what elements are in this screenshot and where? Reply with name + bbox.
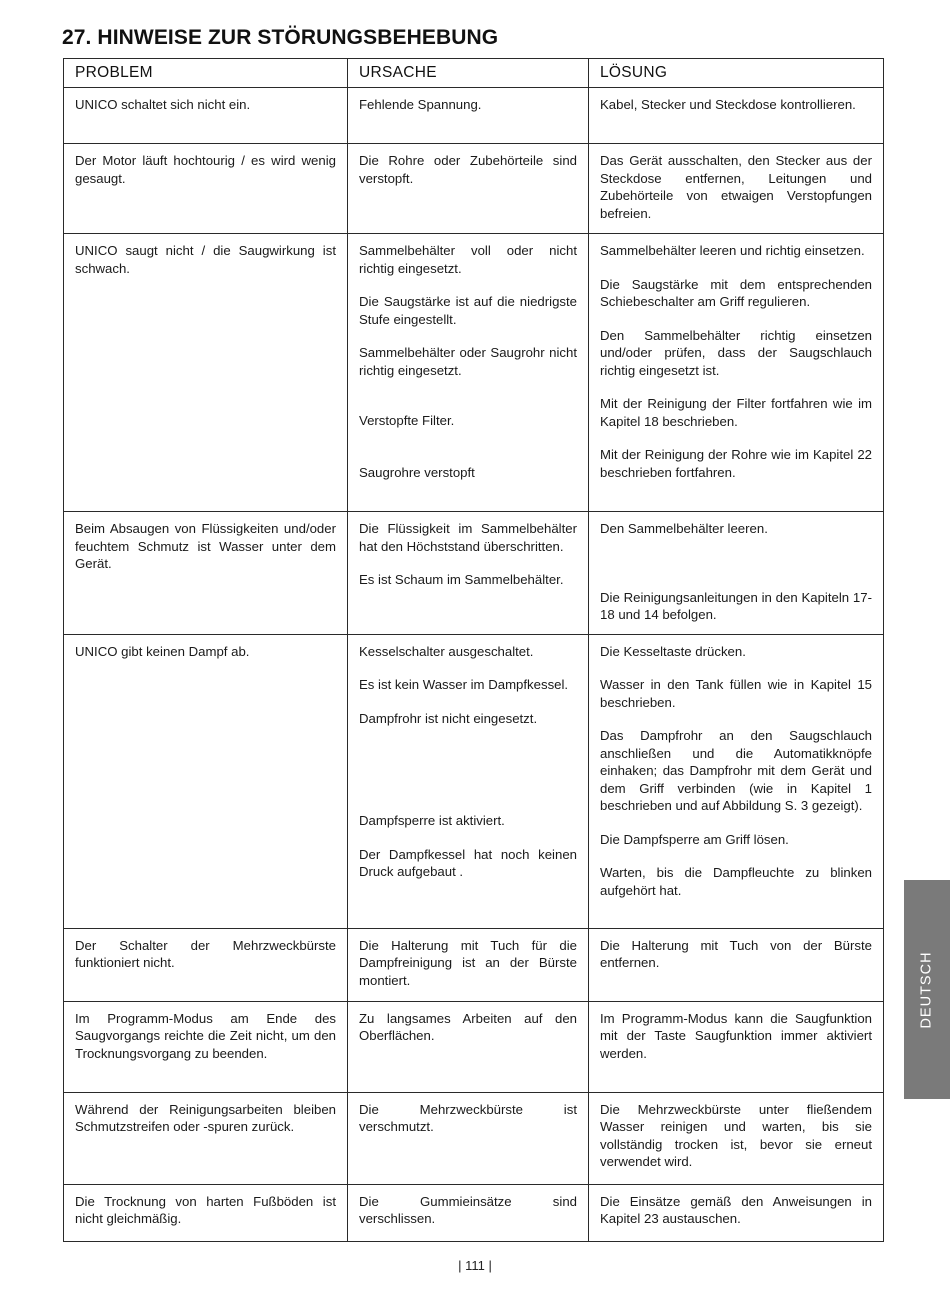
cause-text: Die Saugstärke ist auf die niedrigste Stufe eingestellt.	[359, 294, 577, 327]
solution-text: Mit der Reinigung der Rohre wie im Kapitel 22 beschrieben fortfahren.	[600, 447, 872, 480]
cause-text: Sammelbehälter oder Saugrohr nicht richtig eingesetzt.	[359, 345, 577, 378]
cause-text: Dampfrohr ist nicht eingesetzt.	[359, 710, 538, 726]
cause-cell	[348, 144, 589, 234]
cause-cell	[348, 234, 589, 512]
solution-cell	[589, 1001, 884, 1092]
cause-text: Verstopfte Filter.	[359, 413, 455, 428]
language-tab	[904, 880, 950, 1099]
solution-text: Wasser in den Tank füllen wie in Kapitel 15 beschrieben.	[600, 677, 872, 710]
solution-text: Die Reinigungsanleitungen in den Kapiteln 17-18 und 14 befolgen.	[600, 589, 872, 622]
cause-cell	[348, 1092, 589, 1184]
solution-cell	[589, 234, 884, 512]
cause-cell	[348, 88, 589, 144]
table-row	[64, 234, 884, 512]
cause-text: Dampfsperre ist aktiviert.	[359, 813, 505, 828]
problem-text: Beim Absaugen von Flüssigkeiten und/oder feuchtem Schmutz ist Wasser unter dem Gerät.	[75, 521, 336, 571]
header-cause: URSACHE	[348, 59, 589, 88]
cause-text: Kesselschalter ausgeschaltet.	[359, 643, 534, 659]
cause-text: Die Flüssigkeit im Sammelbehälter hat den Höchststand überschritten.	[359, 521, 577, 554]
solution-text: Die Saugstärke mit dem entsprechenden Schiebeschalter am Griff regulieren.	[600, 276, 872, 309]
table-row	[64, 634, 884, 928]
cause-text: Saugrohre verstopft	[359, 464, 475, 480]
problem-cell	[64, 1092, 348, 1184]
solution-cell	[589, 1184, 884, 1241]
page-number: | 111 |	[458, 1258, 492, 1273]
cause-cell	[348, 928, 589, 1001]
solution-text: Mit der Reinigung der Filter fortfahren wie im Kapitel 18 beschrieben.	[600, 396, 872, 429]
solution-cell	[589, 928, 884, 1001]
problem-text: Der Motor läuft hochtourig / es wird wenig gesaugt.	[75, 153, 336, 186]
solution-text: Den Sammelbehälter richtig einsetzen und/oder prüfen, dass der Saugschlauch richtig eingesetzt ist.	[600, 327, 872, 378]
problem-text: UNICO gibt keinen Dampf ab.	[75, 643, 250, 659]
cause-text: Die Mehrzweckbürste ist verschmutzt.	[359, 1101, 577, 1134]
solution-cell	[589, 1092, 884, 1184]
solution-text: Die Einsätze gemäß den Anweisungen in Kapitel 23 austauschen.	[600, 1193, 872, 1226]
solution-text: Das Gerät ausschalten, den Stecker aus der Steckdose entfernen, Leitungen und Zubehörteile von etwaigen Verstopfungen befreien.	[600, 153, 872, 221]
solution-text: Kabel, Stecker und Steckdose kontrollieren.	[600, 97, 856, 112]
solution-text: Warten, bis die Dampfleuchte zu blinken aufgehört hat.	[600, 865, 872, 898]
problem-text: Der Schalter der Mehrzweckbürste funktioniert nicht.	[75, 937, 336, 970]
cause-text: Die Halterung mit Tuch für die Dampfreinigung ist an der Bürste montiert.	[359, 937, 577, 988]
solution-text: Die Dampfsperre am Griff lösen.	[600, 831, 789, 847]
solution-text: Sammelbehälter leeren und richtig einsetzen.	[600, 243, 865, 258]
cause-cell	[348, 1184, 589, 1241]
cause-text: Die Gummieinsätze sind verschlissen.	[359, 1193, 577, 1226]
cause-text: Es ist kein Wasser im Dampfkessel.	[359, 677, 569, 692]
solution-text: Das Dampfrohr an den Saugschlauch anschließen und die Automatikknöpfe einhaken; das Dampfrohr mit dem Gerät und dem Griff verbinden (wie in Kapitel 1 beschrieben und auf Abbildung S. 3 gezeigt).	[600, 728, 872, 813]
solution-text: Im Programm-Modus kann die Saugfunktion mit der Taste Saugfunktion immer aktiviert werden.	[600, 1010, 872, 1061]
problem-text: Die Trocknung von harten Fußböden ist nicht gleichmäßig.	[75, 1193, 336, 1226]
cause-text: Sammelbehälter voll oder nicht richtig eingesetzt.	[359, 243, 577, 276]
problem-cell	[64, 88, 348, 144]
header-solution: LÖSUNG	[589, 59, 884, 88]
cause-cell	[348, 634, 589, 928]
solution-cell	[589, 144, 884, 234]
solution-text: Den Sammelbehälter leeren.	[600, 521, 768, 536]
table-row	[64, 1001, 884, 1092]
problem-cell	[64, 144, 348, 234]
solution-text: Die Halterung mit Tuch von der Bürste entfernen.	[600, 937, 872, 970]
problem-cell	[64, 1184, 348, 1241]
cause-text: Fehlende Spannung.	[359, 97, 482, 112]
cause-cell	[348, 1001, 589, 1092]
problem-text: UNICO saugt nicht / die Saugwirkung ist schwach.	[75, 243, 336, 276]
page-title: 27. HINWEISE ZUR STÖRUNGSBEHEBUNG	[62, 26, 499, 49]
cause-text: Zu langsames Arbeiten auf den Oberflächen.	[359, 1010, 577, 1043]
troubleshooting-table	[63, 58, 884, 1242]
table-row	[64, 928, 884, 1001]
solution-cell	[589, 512, 884, 635]
table-row	[64, 144, 884, 234]
solution-text: Die Mehrzweckbürste unter fließendem Wasser reinigen und warten, bis sie vollständig trocken ist, bevor sie erneut verwendet wird.	[600, 1101, 872, 1169]
table-header-row	[64, 59, 884, 88]
problem-cell	[64, 234, 348, 512]
solution-cell	[589, 634, 884, 928]
problem-cell	[64, 928, 348, 1001]
table-row	[64, 1184, 884, 1241]
language-tab-label: DEUTSCH	[919, 950, 935, 1029]
table-row	[64, 1092, 884, 1184]
solution-text: Die Kesseltaste drücken.	[600, 643, 746, 659]
problem-cell	[64, 634, 348, 928]
header-problem: PROBLEM	[64, 59, 348, 88]
solution-cell	[589, 88, 884, 144]
cause-text: Es ist Schaum im Sammelbehälter.	[359, 572, 564, 587]
cause-text: Die Rohre oder Zubehörteile sind verstopft.	[359, 153, 577, 186]
cause-cell	[348, 512, 589, 635]
cause-text: Der Dampfkessel hat noch keinen Druck aufgebaut .	[359, 846, 577, 879]
problem-text: Während der Reinigungsarbeiten bleiben Schmutzstreifen oder -spuren zurück.	[75, 1101, 336, 1134]
problem-text: Im Programm-Modus am Ende des Saugvorgangs reichte die Zeit nicht, um den Trocknungsvorgang zu beenden.	[75, 1010, 336, 1061]
problem-cell	[64, 1001, 348, 1092]
table-row	[64, 512, 884, 635]
table-row	[64, 88, 884, 144]
problem-text: UNICO schaltet sich nicht ein.	[75, 97, 251, 112]
problem-cell	[64, 512, 348, 635]
